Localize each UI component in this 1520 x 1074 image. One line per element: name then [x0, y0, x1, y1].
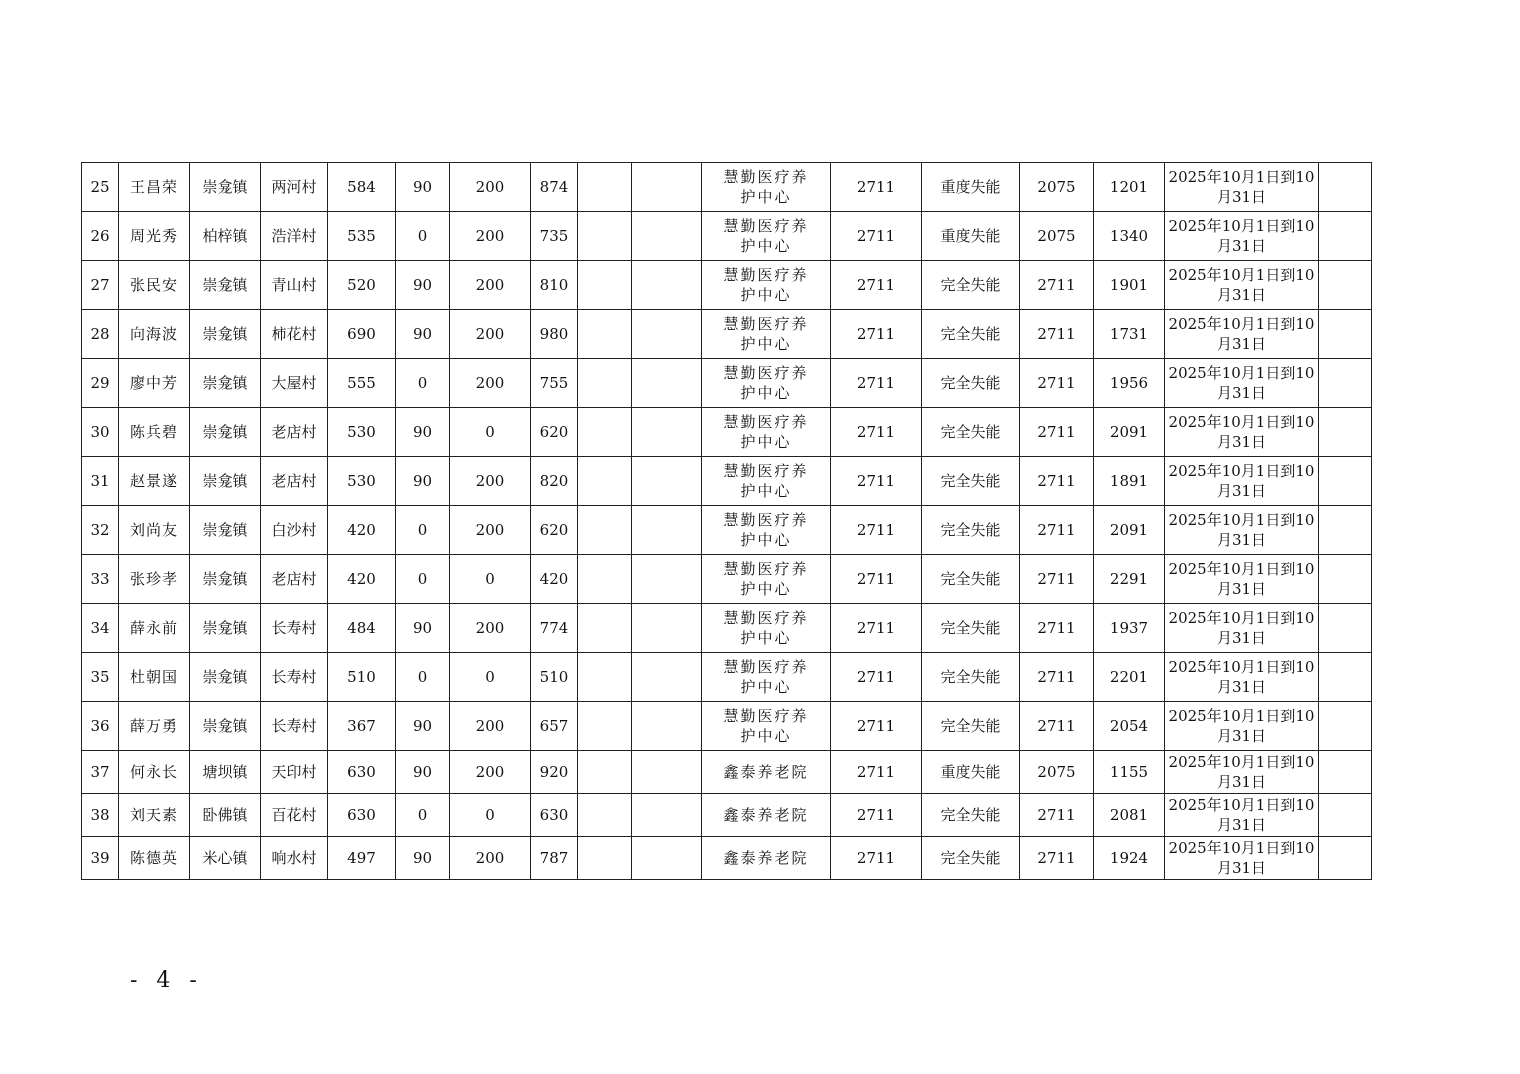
empty-cell	[578, 359, 632, 408]
total-cell: 620	[531, 408, 578, 457]
subsidy-cell: 2711	[1020, 604, 1094, 653]
empty-cell	[632, 261, 702, 310]
table-row	[82, 604, 1372, 653]
person-name: 周光秀	[119, 212, 190, 261]
institution-cell: 慧勤医疗养护中心	[702, 359, 831, 408]
balance-cell: 2081	[1094, 794, 1165, 837]
standard-cell: 2711	[831, 163, 922, 212]
empty-cell	[578, 212, 632, 261]
village-cell: 柿花村	[261, 310, 328, 359]
institution-cell: 慧勤医疗养护中心	[702, 506, 831, 555]
remark-cell	[1319, 653, 1372, 702]
amount-cell: 90	[396, 310, 450, 359]
table-row	[82, 261, 1372, 310]
disability-level-cell: 完全失能	[922, 604, 1020, 653]
standard-cell: 2711	[831, 702, 922, 751]
balance-cell: 2054	[1094, 702, 1165, 751]
row-number: 29	[82, 359, 119, 408]
row-number: 30	[82, 408, 119, 457]
disability-level-cell: 完全失能	[922, 359, 1020, 408]
amount-cell: 90	[396, 457, 450, 506]
disability-level-cell: 完全失能	[922, 837, 1020, 880]
balance-cell: 1340	[1094, 212, 1165, 261]
person-name: 陈德英	[119, 837, 190, 880]
balance-cell: 2201	[1094, 653, 1165, 702]
village-cell: 浩洋村	[261, 212, 328, 261]
amount-cell: 90	[396, 751, 450, 794]
person-name: 薛永前	[119, 604, 190, 653]
empty-cell	[632, 359, 702, 408]
subsidy-table	[81, 162, 1372, 880]
standard-cell: 2711	[831, 359, 922, 408]
empty-cell	[632, 457, 702, 506]
amount-cell: 420	[328, 555, 396, 604]
row-number: 35	[82, 653, 119, 702]
period-cell: 2025年10月1日到10月31日	[1165, 555, 1319, 604]
table-body	[82, 163, 1372, 880]
empty-cell	[632, 310, 702, 359]
balance-cell: 2091	[1094, 506, 1165, 555]
remark-cell	[1319, 837, 1372, 880]
remark-cell	[1319, 751, 1372, 794]
row-number: 37	[82, 751, 119, 794]
empty-cell	[578, 310, 632, 359]
amount-cell: 0	[450, 794, 531, 837]
subsidy-cell: 2075	[1020, 163, 1094, 212]
institution-cell: 慧勤医疗养护中心	[702, 457, 831, 506]
disability-level-cell: 完全失能	[922, 457, 1020, 506]
empty-cell	[578, 794, 632, 837]
amount-cell: 200	[450, 359, 531, 408]
balance-cell: 2091	[1094, 408, 1165, 457]
village-cell: 响水村	[261, 837, 328, 880]
remark-cell	[1319, 163, 1372, 212]
amount-cell: 0	[396, 555, 450, 604]
town-cell: 崇龛镇	[190, 310, 261, 359]
amount-cell: 90	[396, 702, 450, 751]
period-cell: 2025年10月1日到10月31日	[1165, 457, 1319, 506]
standard-cell: 2711	[831, 653, 922, 702]
total-cell: 810	[531, 261, 578, 310]
period-cell: 2025年10月1日到10月31日	[1165, 751, 1319, 794]
disability-level-cell: 完全失能	[922, 310, 1020, 359]
subsidy-cell: 2711	[1020, 310, 1094, 359]
total-cell: 755	[531, 359, 578, 408]
balance-cell: 1891	[1094, 457, 1165, 506]
period-cell: 2025年10月1日到10月31日	[1165, 702, 1319, 751]
institution-cell: 慧勤医疗养护中心	[702, 163, 831, 212]
remark-cell	[1319, 604, 1372, 653]
table-row	[82, 653, 1372, 702]
town-cell: 卧佛镇	[190, 794, 261, 837]
table-row	[82, 506, 1372, 555]
balance-cell: 1201	[1094, 163, 1165, 212]
total-cell: 620	[531, 506, 578, 555]
standard-cell: 2711	[831, 555, 922, 604]
table-row	[82, 794, 1372, 837]
town-cell: 崇龛镇	[190, 506, 261, 555]
balance-cell: 2291	[1094, 555, 1165, 604]
empty-cell	[578, 837, 632, 880]
amount-cell: 200	[450, 212, 531, 261]
institution-cell: 慧勤医疗养护中心	[702, 604, 831, 653]
town-cell: 崇龛镇	[190, 457, 261, 506]
subsidy-cell: 2711	[1020, 837, 1094, 880]
amount-cell: 200	[450, 751, 531, 794]
amount-cell: 690	[328, 310, 396, 359]
disability-level-cell: 完全失能	[922, 408, 1020, 457]
row-number: 25	[82, 163, 119, 212]
remark-cell	[1319, 310, 1372, 359]
remark-cell	[1319, 702, 1372, 751]
person-name: 陈兵碧	[119, 408, 190, 457]
person-name: 刘尚友	[119, 506, 190, 555]
disability-level-cell: 重度失能	[922, 212, 1020, 261]
remark-cell	[1319, 555, 1372, 604]
person-name: 廖中芳	[119, 359, 190, 408]
balance-cell: 1155	[1094, 751, 1165, 794]
subsidy-cell: 2711	[1020, 702, 1094, 751]
amount-cell: 530	[328, 408, 396, 457]
person-name: 向海波	[119, 310, 190, 359]
institution-cell: 鑫泰养老院	[702, 837, 831, 880]
row-number: 39	[82, 837, 119, 880]
standard-cell: 2711	[831, 457, 922, 506]
remark-cell	[1319, 408, 1372, 457]
row-number: 36	[82, 702, 119, 751]
disability-level-cell: 完全失能	[922, 506, 1020, 555]
amount-cell: 200	[450, 604, 531, 653]
institution-cell: 慧勤医疗养护中心	[702, 653, 831, 702]
amount-cell: 497	[328, 837, 396, 880]
empty-cell	[578, 604, 632, 653]
period-cell: 2025年10月1日到10月31日	[1165, 212, 1319, 261]
institution-cell: 慧勤医疗养护中心	[702, 702, 831, 751]
empty-cell	[632, 163, 702, 212]
amount-cell: 0	[450, 408, 531, 457]
institution-cell: 慧勤医疗养护中心	[702, 212, 831, 261]
institution-cell: 鑫泰养老院	[702, 794, 831, 837]
period-cell: 2025年10月1日到10月31日	[1165, 163, 1319, 212]
institution-cell: 慧勤医疗养护中心	[702, 310, 831, 359]
person-name: 张民安	[119, 261, 190, 310]
remark-cell	[1319, 506, 1372, 555]
village-cell: 长寿村	[261, 604, 328, 653]
amount-cell: 420	[328, 506, 396, 555]
total-cell: 774	[531, 604, 578, 653]
subsidy-cell: 2711	[1020, 261, 1094, 310]
town-cell: 崇龛镇	[190, 408, 261, 457]
town-cell: 崇龛镇	[190, 555, 261, 604]
amount-cell: 510	[328, 653, 396, 702]
amount-cell: 90	[396, 837, 450, 880]
amount-cell: 0	[396, 653, 450, 702]
institution-cell: 慧勤医疗养护中心	[702, 555, 831, 604]
empty-cell	[632, 506, 702, 555]
period-cell: 2025年10月1日到10月31日	[1165, 261, 1319, 310]
town-cell: 米心镇	[190, 837, 261, 880]
town-cell: 崇龛镇	[190, 163, 261, 212]
amount-cell: 200	[450, 506, 531, 555]
page-number: - 4 -	[130, 968, 203, 993]
subsidy-cell: 2711	[1020, 555, 1094, 604]
institution-cell: 慧勤医疗养护中心	[702, 408, 831, 457]
standard-cell: 2711	[831, 837, 922, 880]
disability-level-cell: 重度失能	[922, 163, 1020, 212]
period-cell: 2025年10月1日到10月31日	[1165, 506, 1319, 555]
person-name: 杜朝国	[119, 653, 190, 702]
remark-cell	[1319, 359, 1372, 408]
amount-cell: 530	[328, 457, 396, 506]
standard-cell: 2711	[831, 310, 922, 359]
standard-cell: 2711	[831, 751, 922, 794]
total-cell: 874	[531, 163, 578, 212]
empty-cell	[578, 555, 632, 604]
standard-cell: 2711	[831, 506, 922, 555]
amount-cell: 0	[396, 359, 450, 408]
town-cell: 塘坝镇	[190, 751, 261, 794]
empty-cell	[578, 408, 632, 457]
institution-cell: 鑫泰养老院	[702, 751, 831, 794]
empty-cell	[632, 653, 702, 702]
table-row	[82, 751, 1372, 794]
amount-cell: 200	[450, 261, 531, 310]
table-row	[82, 163, 1372, 212]
village-cell: 天印村	[261, 751, 328, 794]
table-row	[82, 408, 1372, 457]
disability-level-cell: 完全失能	[922, 261, 1020, 310]
institution-cell: 慧勤医疗养护中心	[702, 261, 831, 310]
person-name: 何永长	[119, 751, 190, 794]
town-cell: 崇龛镇	[190, 359, 261, 408]
disability-level-cell: 完全失能	[922, 555, 1020, 604]
empty-cell	[632, 702, 702, 751]
amount-cell: 535	[328, 212, 396, 261]
row-number: 33	[82, 555, 119, 604]
period-cell: 2025年10月1日到10月31日	[1165, 653, 1319, 702]
amount-cell: 200	[450, 310, 531, 359]
subsidy-cell: 2711	[1020, 408, 1094, 457]
village-cell: 长寿村	[261, 653, 328, 702]
total-cell: 787	[531, 837, 578, 880]
balance-cell: 1956	[1094, 359, 1165, 408]
total-cell: 630	[531, 794, 578, 837]
town-cell: 崇龛镇	[190, 653, 261, 702]
amount-cell: 367	[328, 702, 396, 751]
balance-cell: 1937	[1094, 604, 1165, 653]
row-number: 31	[82, 457, 119, 506]
amount-cell: 90	[396, 604, 450, 653]
remark-cell	[1319, 212, 1372, 261]
row-number: 26	[82, 212, 119, 261]
amount-cell: 0	[396, 212, 450, 261]
empty-cell	[632, 408, 702, 457]
disability-level-cell: 完全失能	[922, 702, 1020, 751]
amount-cell: 90	[396, 408, 450, 457]
total-cell: 657	[531, 702, 578, 751]
subsidy-cell: 2711	[1020, 359, 1094, 408]
village-cell: 长寿村	[261, 702, 328, 751]
village-cell: 百花村	[261, 794, 328, 837]
empty-cell	[632, 794, 702, 837]
table-row	[82, 310, 1372, 359]
remark-cell	[1319, 794, 1372, 837]
amount-cell: 555	[328, 359, 396, 408]
person-name: 刘天素	[119, 794, 190, 837]
amount-cell: 200	[450, 702, 531, 751]
empty-cell	[578, 163, 632, 212]
table-row	[82, 212, 1372, 261]
table-row	[82, 837, 1372, 880]
town-cell: 崇龛镇	[190, 702, 261, 751]
remark-cell	[1319, 457, 1372, 506]
period-cell: 2025年10月1日到10月31日	[1165, 794, 1319, 837]
amount-cell: 200	[450, 457, 531, 506]
standard-cell: 2711	[831, 604, 922, 653]
table-row	[82, 702, 1372, 751]
standard-cell: 2711	[831, 261, 922, 310]
amount-cell: 0	[450, 653, 531, 702]
empty-cell	[578, 506, 632, 555]
amount-cell: 630	[328, 794, 396, 837]
period-cell: 2025年10月1日到10月31日	[1165, 408, 1319, 457]
empty-cell	[632, 555, 702, 604]
amount-cell: 584	[328, 163, 396, 212]
row-number: 38	[82, 794, 119, 837]
subsidy-cell: 2711	[1020, 794, 1094, 837]
row-number: 27	[82, 261, 119, 310]
amount-cell: 0	[396, 506, 450, 555]
standard-cell: 2711	[831, 794, 922, 837]
subsidy-cell: 2711	[1020, 457, 1094, 506]
empty-cell	[632, 212, 702, 261]
empty-cell	[578, 702, 632, 751]
total-cell: 820	[531, 457, 578, 506]
disability-level-cell: 完全失能	[922, 794, 1020, 837]
village-cell: 两河村	[261, 163, 328, 212]
empty-cell	[632, 751, 702, 794]
village-cell: 老店村	[261, 457, 328, 506]
period-cell: 2025年10月1日到10月31日	[1165, 359, 1319, 408]
empty-cell	[632, 837, 702, 880]
town-cell: 崇龛镇	[190, 261, 261, 310]
table-row	[82, 359, 1372, 408]
subsidy-cell: 2075	[1020, 751, 1094, 794]
disability-level-cell: 完全失能	[922, 653, 1020, 702]
disability-level-cell: 重度失能	[922, 751, 1020, 794]
empty-cell	[578, 751, 632, 794]
standard-cell: 2711	[831, 408, 922, 457]
total-cell: 510	[531, 653, 578, 702]
empty-cell	[578, 457, 632, 506]
row-number: 34	[82, 604, 119, 653]
total-cell: 735	[531, 212, 578, 261]
subsidy-cell: 2711	[1020, 653, 1094, 702]
balance-cell: 1901	[1094, 261, 1165, 310]
amount-cell: 484	[328, 604, 396, 653]
amount-cell: 630	[328, 751, 396, 794]
period-cell: 2025年10月1日到10月31日	[1165, 310, 1319, 359]
village-cell: 老店村	[261, 555, 328, 604]
person-name: 赵景遂	[119, 457, 190, 506]
village-cell: 大屋村	[261, 359, 328, 408]
town-cell: 柏梓镇	[190, 212, 261, 261]
person-name: 张珍孝	[119, 555, 190, 604]
row-number: 28	[82, 310, 119, 359]
village-cell: 白沙村	[261, 506, 328, 555]
amount-cell: 200	[450, 837, 531, 880]
person-name: 薛万勇	[119, 702, 190, 751]
total-cell: 920	[531, 751, 578, 794]
balance-cell: 1731	[1094, 310, 1165, 359]
period-cell: 2025年10月1日到10月31日	[1165, 837, 1319, 880]
amount-cell: 520	[328, 261, 396, 310]
total-cell: 420	[531, 555, 578, 604]
subsidy-cell: 2075	[1020, 212, 1094, 261]
empty-cell	[578, 653, 632, 702]
row-number: 32	[82, 506, 119, 555]
town-cell: 崇龛镇	[190, 604, 261, 653]
amount-cell: 0	[450, 555, 531, 604]
village-cell: 青山村	[261, 261, 328, 310]
standard-cell: 2711	[831, 212, 922, 261]
empty-cell	[578, 261, 632, 310]
period-cell: 2025年10月1日到10月31日	[1165, 604, 1319, 653]
amount-cell: 0	[396, 794, 450, 837]
total-cell: 980	[531, 310, 578, 359]
empty-cell	[632, 604, 702, 653]
village-cell: 老店村	[261, 408, 328, 457]
person-name: 王昌荣	[119, 163, 190, 212]
table-row	[82, 555, 1372, 604]
balance-cell: 1924	[1094, 837, 1165, 880]
table-row	[82, 457, 1372, 506]
remark-cell	[1319, 261, 1372, 310]
amount-cell: 200	[450, 163, 531, 212]
amount-cell: 90	[396, 261, 450, 310]
amount-cell: 90	[396, 163, 450, 212]
subsidy-cell: 2711	[1020, 506, 1094, 555]
